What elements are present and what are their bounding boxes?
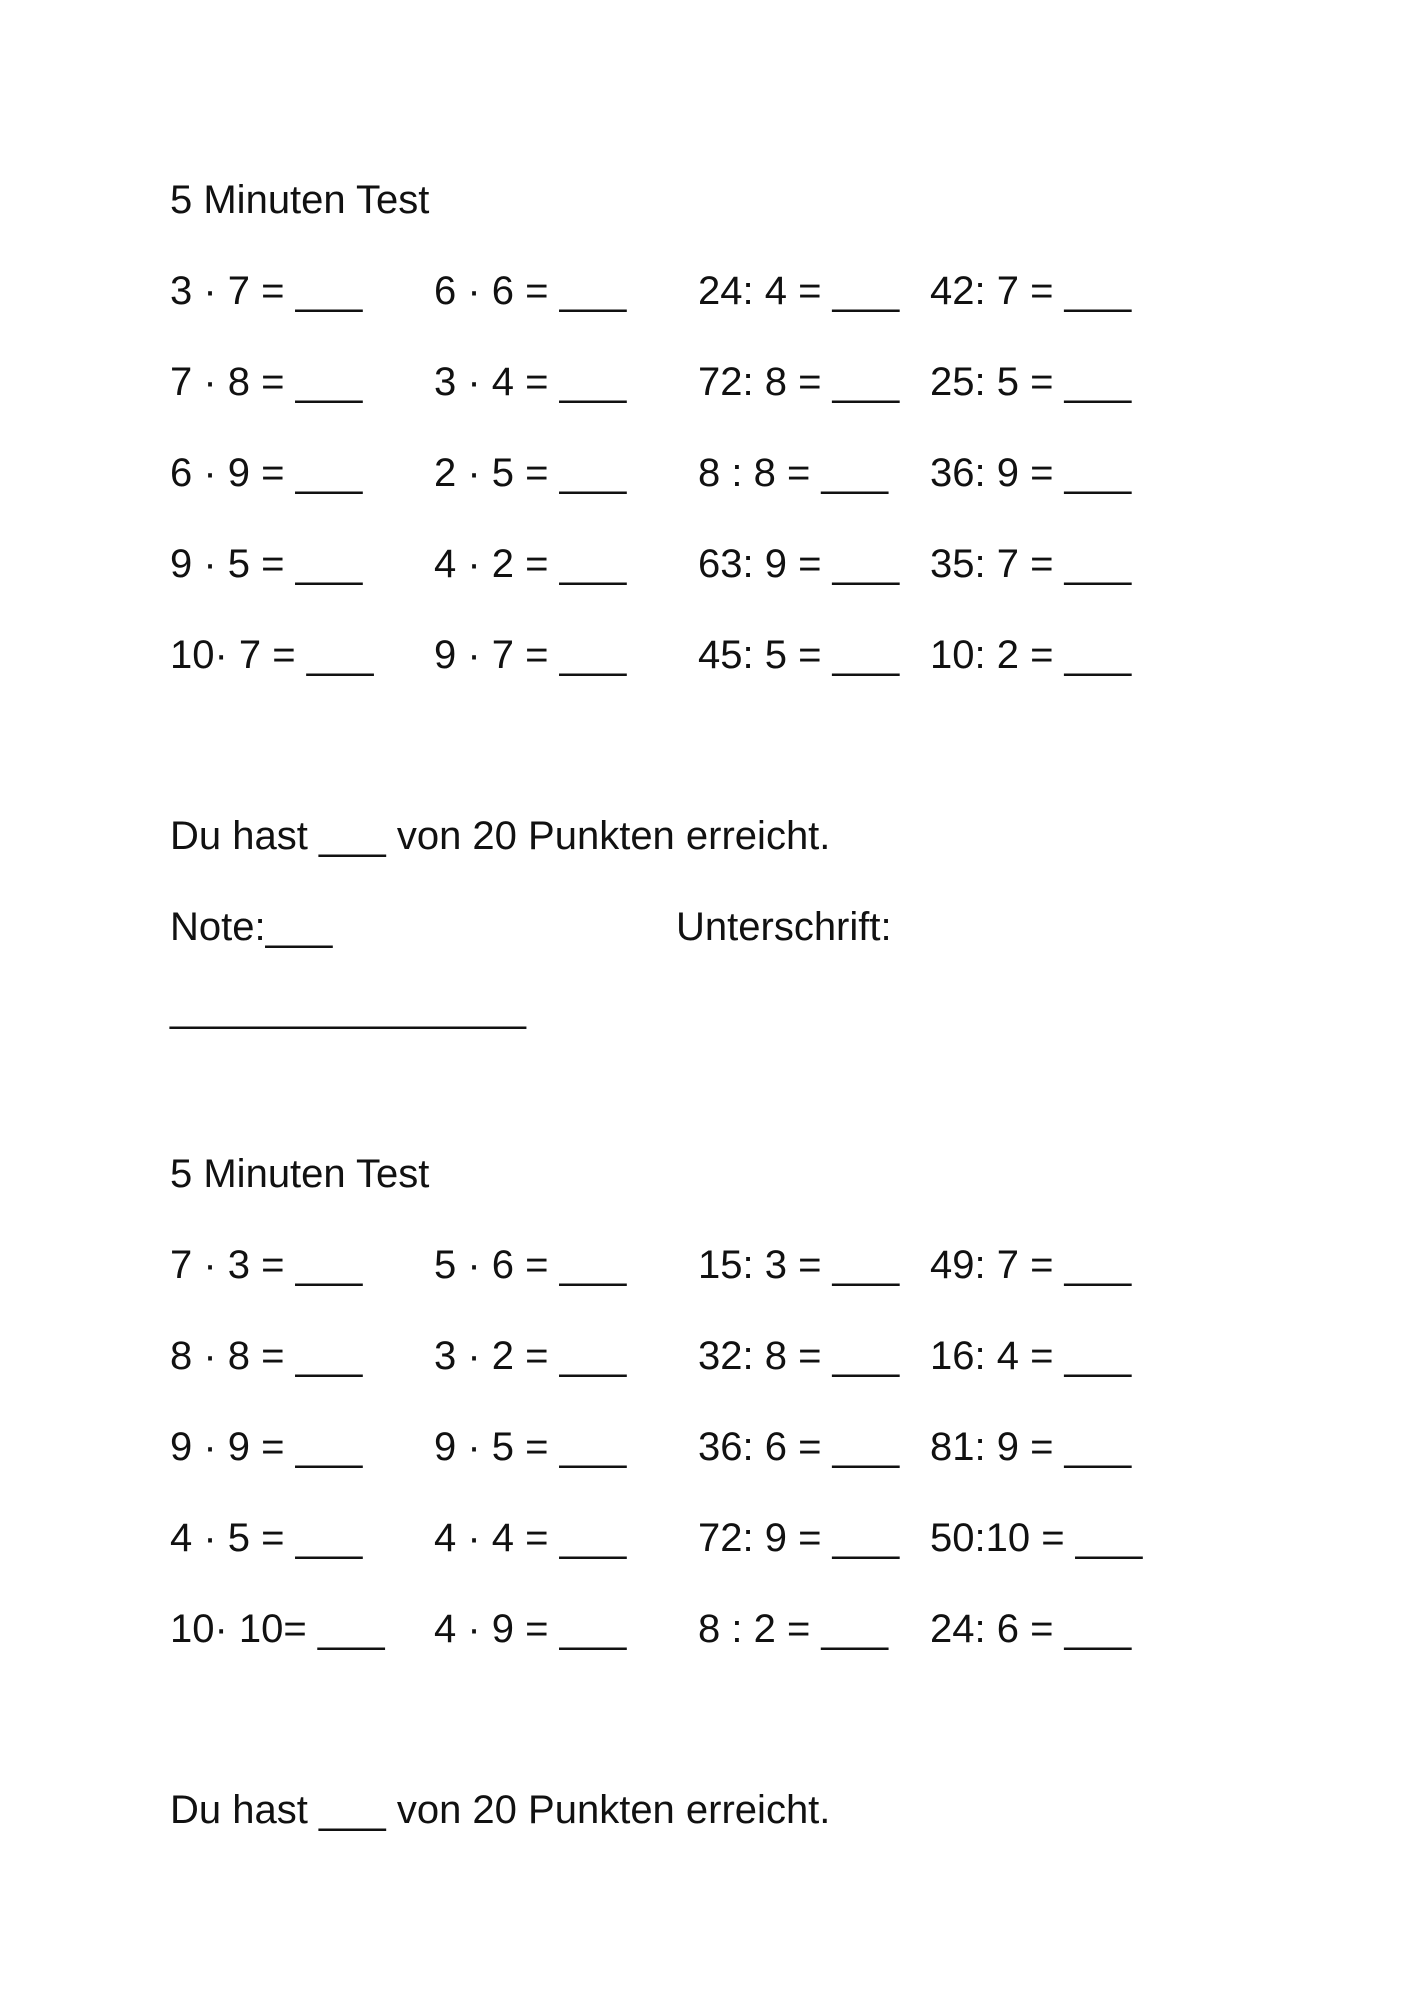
exercise: 9 · 9 = ___	[170, 1425, 363, 1469]
exercise: 24: 6 = ___	[930, 1607, 1132, 1651]
exercise: 6 · 6 = ___	[434, 269, 627, 313]
exercise: 6 · 9 = ___	[170, 451, 363, 495]
exercise: 10· 7 = ___	[170, 633, 374, 677]
exercise: 8 : 8 = ___	[698, 451, 889, 495]
exercise: 4 · 5 = ___	[170, 1516, 363, 1560]
test-2-score: Du hast ___ von 20 Punkten erreicht.	[170, 1788, 831, 1832]
exercise: 4 · 2 = ___	[434, 542, 627, 586]
exercise: 72: 8 = ___	[698, 360, 900, 404]
exercise: 42: 7 = ___	[930, 269, 1132, 313]
exercise: 36: 9 = ___	[930, 451, 1132, 495]
exercise: 7 · 8 = ___	[170, 360, 363, 404]
exercise: 2 · 5 = ___	[434, 451, 627, 495]
exercise: 4 · 9 = ___	[434, 1607, 627, 1651]
exercise: 45: 5 = ___	[698, 633, 900, 677]
exercise: 4 · 4 = ___	[434, 1516, 627, 1560]
exercise: 9 · 5 = ___	[170, 542, 363, 586]
exercise: 72: 9 = ___	[698, 1516, 900, 1560]
exercise: 50:10 = ___	[930, 1516, 1143, 1560]
exercise: 36: 6 = ___	[698, 1425, 900, 1469]
test-1-signature-line: ________________	[170, 986, 526, 1030]
exercise: 24: 4 = ___	[698, 269, 900, 313]
exercise: 49: 7 = ___	[930, 1243, 1132, 1287]
exercise: 16: 4 = ___	[930, 1334, 1132, 1378]
test-1-title: 5 Minuten Test	[170, 178, 430, 222]
exercise: 3 · 7 = ___	[170, 269, 363, 313]
exercise: 10: 2 = ___	[930, 633, 1132, 677]
test-2-title: 5 Minuten Test	[170, 1152, 430, 1196]
exercise: 81: 9 = ___	[930, 1425, 1132, 1469]
exercise: 3 · 2 = ___	[434, 1334, 627, 1378]
exercise: 9 · 5 = ___	[434, 1425, 627, 1469]
exercise: 7 · 3 = ___	[170, 1243, 363, 1287]
exercise: 35: 7 = ___	[930, 542, 1132, 586]
exercise: 8 · 8 = ___	[170, 1334, 363, 1378]
exercise: 15: 3 = ___	[698, 1243, 900, 1287]
exercise: 63: 9 = ___	[698, 542, 900, 586]
exercise: 9 · 7 = ___	[434, 633, 627, 677]
test-1-score: Du hast ___ von 20 Punkten erreicht.	[170, 814, 831, 858]
exercise: 32: 8 = ___	[698, 1334, 900, 1378]
exercise: 10· 10= ___	[170, 1607, 385, 1651]
exercise: 3 · 4 = ___	[434, 360, 627, 404]
test-1-grade: Note:___	[170, 905, 333, 949]
exercise: 8 : 2 = ___	[698, 1607, 889, 1651]
exercise: 5 · 6 = ___	[434, 1243, 627, 1287]
test-1-signature-label: Unterschrift:	[676, 905, 892, 949]
exercise: 25: 5 = ___	[930, 360, 1132, 404]
